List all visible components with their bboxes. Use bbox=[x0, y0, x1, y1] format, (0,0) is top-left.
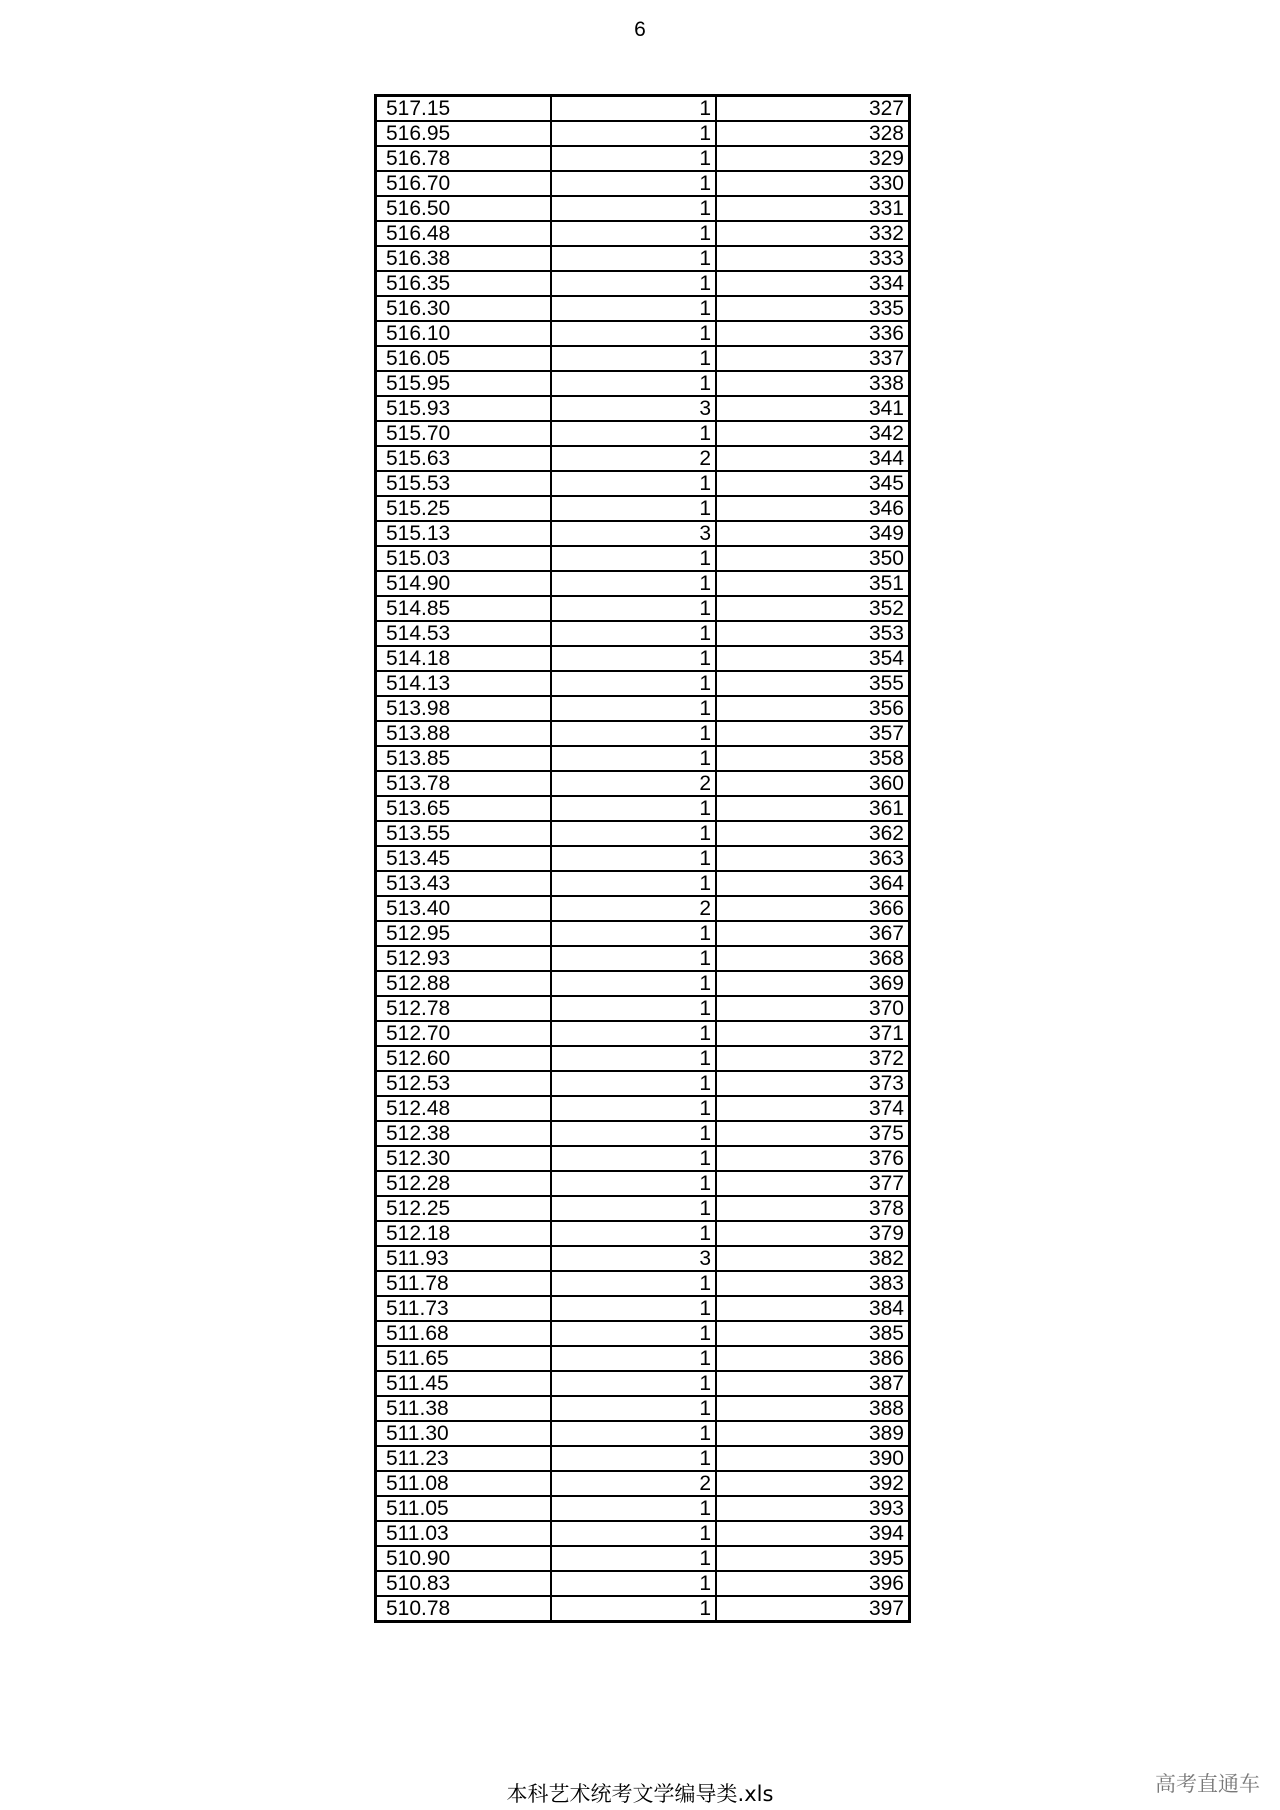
score-cell: 514.85 bbox=[376, 596, 552, 621]
footer-filename: 本科艺术统考文学编导类.xls bbox=[506, 1782, 774, 1806]
table-row bbox=[376, 1571, 910, 1596]
count-cell: 1 bbox=[551, 571, 716, 596]
count-cell: 1 bbox=[551, 1321, 716, 1346]
score-cell: 516.70 bbox=[376, 171, 552, 196]
score-cell: 512.38 bbox=[376, 1121, 552, 1146]
cumulative-cell: 362 bbox=[716, 821, 910, 846]
table-row bbox=[376, 1296, 910, 1321]
count-cell: 1 bbox=[551, 1146, 716, 1171]
count-cell: 1 bbox=[551, 1171, 716, 1196]
cumulative-cell: 377 bbox=[716, 1171, 910, 1196]
count-cell: 1 bbox=[551, 321, 716, 346]
cumulative-cell: 329 bbox=[716, 146, 910, 171]
table-row bbox=[376, 1271, 910, 1296]
table-row bbox=[376, 471, 910, 496]
cumulative-cell: 346 bbox=[716, 496, 910, 521]
table-row bbox=[376, 196, 910, 221]
score-cell: 512.93 bbox=[376, 946, 552, 971]
score-cell: 515.13 bbox=[376, 521, 552, 546]
count-cell: 1 bbox=[551, 196, 716, 221]
count-cell: 1 bbox=[551, 371, 716, 396]
cumulative-cell: 342 bbox=[716, 421, 910, 446]
cumulative-cell: 372 bbox=[716, 1046, 910, 1071]
cumulative-cell: 395 bbox=[716, 1546, 910, 1571]
cumulative-cell: 334 bbox=[716, 271, 910, 296]
score-cell: 516.30 bbox=[376, 296, 552, 321]
cumulative-cell: 351 bbox=[716, 571, 910, 596]
score-cell: 515.63 bbox=[376, 446, 552, 471]
score-cell: 513.85 bbox=[376, 746, 552, 771]
cumulative-cell: 374 bbox=[716, 1096, 910, 1121]
cumulative-cell: 335 bbox=[716, 296, 910, 321]
cumulative-cell: 370 bbox=[716, 996, 910, 1021]
cumulative-cell: 361 bbox=[716, 796, 910, 821]
count-cell: 1 bbox=[551, 271, 716, 296]
cumulative-cell: 394 bbox=[716, 1521, 910, 1546]
table-row bbox=[376, 1521, 910, 1546]
score-cell: 516.50 bbox=[376, 196, 552, 221]
table-row bbox=[376, 971, 910, 996]
count-cell: 1 bbox=[551, 1121, 716, 1146]
count-cell: 1 bbox=[551, 971, 716, 996]
table-row bbox=[376, 571, 910, 596]
table-row bbox=[376, 321, 910, 346]
table-row bbox=[376, 1071, 910, 1096]
cumulative-cell: 378 bbox=[716, 1196, 910, 1221]
score-cell: 513.45 bbox=[376, 846, 552, 871]
cumulative-cell: 354 bbox=[716, 646, 910, 671]
score-cell: 511.73 bbox=[376, 1296, 552, 1321]
count-cell: 1 bbox=[551, 796, 716, 821]
score-cell: 513.55 bbox=[376, 821, 552, 846]
score-cell: 513.88 bbox=[376, 721, 552, 746]
count-cell: 1 bbox=[551, 96, 716, 122]
cumulative-cell: 349 bbox=[716, 521, 910, 546]
cumulative-cell: 385 bbox=[716, 1321, 910, 1346]
table-row bbox=[376, 1496, 910, 1521]
count-cell: 1 bbox=[551, 421, 716, 446]
cumulative-cell: 390 bbox=[716, 1446, 910, 1471]
count-cell: 1 bbox=[551, 846, 716, 871]
score-cell: 511.30 bbox=[376, 1421, 552, 1446]
score-cell: 514.13 bbox=[376, 671, 552, 696]
table-row bbox=[376, 646, 910, 671]
table-row bbox=[376, 171, 910, 196]
count-cell: 1 bbox=[551, 646, 716, 671]
count-cell: 1 bbox=[551, 1521, 716, 1546]
count-cell: 2 bbox=[551, 1471, 716, 1496]
score-cell: 516.35 bbox=[376, 271, 552, 296]
table-row bbox=[376, 1146, 910, 1171]
count-cell: 1 bbox=[551, 546, 716, 571]
count-cell: 1 bbox=[551, 296, 716, 321]
cumulative-cell: 368 bbox=[716, 946, 910, 971]
cumulative-cell: 396 bbox=[716, 1571, 910, 1596]
score-table bbox=[374, 94, 911, 1623]
count-cell: 1 bbox=[551, 1396, 716, 1421]
cumulative-cell: 333 bbox=[716, 246, 910, 271]
count-cell: 1 bbox=[551, 1021, 716, 1046]
cumulative-cell: 360 bbox=[716, 771, 910, 796]
table-row bbox=[376, 921, 910, 946]
cumulative-cell: 357 bbox=[716, 721, 910, 746]
table-row bbox=[376, 421, 910, 446]
count-cell: 3 bbox=[551, 396, 716, 421]
score-cell: 512.88 bbox=[376, 971, 552, 996]
table-row bbox=[376, 146, 910, 171]
count-cell: 2 bbox=[551, 446, 716, 471]
cumulative-cell: 369 bbox=[716, 971, 910, 996]
count-cell: 1 bbox=[551, 1421, 716, 1446]
table-row bbox=[376, 846, 910, 871]
cumulative-cell: 336 bbox=[716, 321, 910, 346]
score-cell: 516.10 bbox=[376, 321, 552, 346]
cumulative-cell: 383 bbox=[716, 1271, 910, 1296]
count-cell: 2 bbox=[551, 771, 716, 796]
cumulative-cell: 353 bbox=[716, 621, 910, 646]
score-cell: 513.98 bbox=[376, 696, 552, 721]
score-cell: 511.03 bbox=[376, 1521, 552, 1546]
score-cell: 511.68 bbox=[376, 1321, 552, 1346]
count-cell: 1 bbox=[551, 1271, 716, 1296]
cumulative-cell: 332 bbox=[716, 221, 910, 246]
count-cell: 1 bbox=[551, 1096, 716, 1121]
count-cell: 3 bbox=[551, 521, 716, 546]
score-cell: 514.90 bbox=[376, 571, 552, 596]
table-row bbox=[376, 1246, 910, 1271]
table-row bbox=[376, 1321, 910, 1346]
score-cell: 517.15 bbox=[376, 96, 552, 122]
count-cell: 1 bbox=[551, 821, 716, 846]
count-cell: 1 bbox=[551, 671, 716, 696]
score-cell: 511.23 bbox=[376, 1446, 552, 1471]
score-cell: 511.05 bbox=[376, 1496, 552, 1521]
count-cell: 1 bbox=[551, 746, 716, 771]
cumulative-cell: 376 bbox=[716, 1146, 910, 1171]
cumulative-cell: 392 bbox=[716, 1471, 910, 1496]
score-cell: 510.78 bbox=[376, 1596, 552, 1622]
score-cell: 513.43 bbox=[376, 871, 552, 896]
cumulative-cell: 328 bbox=[716, 121, 910, 146]
cumulative-cell: 388 bbox=[716, 1396, 910, 1421]
count-cell: 1 bbox=[551, 1596, 716, 1622]
table-row bbox=[376, 946, 910, 971]
page-number: 6 bbox=[634, 18, 646, 41]
score-cell: 511.38 bbox=[376, 1396, 552, 1421]
count-cell: 1 bbox=[551, 921, 716, 946]
count-cell: 1 bbox=[551, 496, 716, 521]
score-cell: 513.78 bbox=[376, 771, 552, 796]
score-cell: 516.48 bbox=[376, 221, 552, 246]
table-row bbox=[376, 271, 910, 296]
cumulative-cell: 330 bbox=[716, 171, 910, 196]
score-table-body bbox=[376, 96, 910, 1622]
cumulative-cell: 393 bbox=[716, 1496, 910, 1521]
table-row bbox=[376, 1471, 910, 1496]
count-cell: 1 bbox=[551, 1071, 716, 1096]
cumulative-cell: 358 bbox=[716, 746, 910, 771]
score-cell: 512.53 bbox=[376, 1071, 552, 1096]
count-cell: 1 bbox=[551, 871, 716, 896]
cumulative-cell: 389 bbox=[716, 1421, 910, 1446]
score-cell: 515.25 bbox=[376, 496, 552, 521]
score-cell: 515.53 bbox=[376, 471, 552, 496]
cumulative-cell: 352 bbox=[716, 596, 910, 621]
count-cell: 1 bbox=[551, 1196, 716, 1221]
table-row bbox=[376, 96, 910, 122]
count-cell: 1 bbox=[551, 1446, 716, 1471]
count-cell: 1 bbox=[551, 121, 716, 146]
cumulative-cell: 367 bbox=[716, 921, 910, 946]
table-row bbox=[376, 1396, 910, 1421]
score-cell: 512.18 bbox=[376, 1221, 552, 1246]
table-row bbox=[376, 746, 910, 771]
score-cell: 514.18 bbox=[376, 646, 552, 671]
score-cell: 515.03 bbox=[376, 546, 552, 571]
count-cell: 1 bbox=[551, 1046, 716, 1071]
cumulative-cell: 363 bbox=[716, 846, 910, 871]
cumulative-cell: 375 bbox=[716, 1121, 910, 1146]
table-row bbox=[376, 1171, 910, 1196]
count-cell: 1 bbox=[551, 171, 716, 196]
score-cell: 510.90 bbox=[376, 1546, 552, 1571]
cumulative-cell: 386 bbox=[716, 1346, 910, 1371]
cumulative-cell: 331 bbox=[716, 196, 910, 221]
table-row bbox=[376, 1546, 910, 1571]
table-row bbox=[376, 1221, 910, 1246]
table-row bbox=[376, 246, 910, 271]
table-row bbox=[376, 1421, 910, 1446]
table-row bbox=[376, 1446, 910, 1471]
cumulative-cell: 338 bbox=[716, 371, 910, 396]
score-cell: 516.95 bbox=[376, 121, 552, 146]
score-cell: 511.45 bbox=[376, 1371, 552, 1396]
cumulative-cell: 327 bbox=[716, 96, 910, 122]
cumulative-cell: 382 bbox=[716, 1246, 910, 1271]
count-cell: 1 bbox=[551, 1546, 716, 1571]
count-cell: 3 bbox=[551, 1246, 716, 1271]
table-row bbox=[376, 546, 910, 571]
watermark-text: 高考直通车 bbox=[1155, 1772, 1260, 1796]
score-cell: 516.78 bbox=[376, 146, 552, 171]
score-cell: 513.65 bbox=[376, 796, 552, 821]
table-row bbox=[376, 596, 910, 621]
count-cell: 1 bbox=[551, 996, 716, 1021]
table-row bbox=[376, 296, 910, 321]
table-row bbox=[376, 1021, 910, 1046]
count-cell: 2 bbox=[551, 896, 716, 921]
count-cell: 1 bbox=[551, 596, 716, 621]
table-row bbox=[376, 721, 910, 746]
table-row bbox=[376, 121, 910, 146]
count-cell: 1 bbox=[551, 146, 716, 171]
table-row bbox=[376, 771, 910, 796]
count-cell: 1 bbox=[551, 1296, 716, 1321]
cumulative-cell: 364 bbox=[716, 871, 910, 896]
cumulative-cell: 379 bbox=[716, 1221, 910, 1246]
table-row bbox=[376, 1196, 910, 1221]
cumulative-cell: 341 bbox=[716, 396, 910, 421]
count-cell: 1 bbox=[551, 471, 716, 496]
count-cell: 1 bbox=[551, 221, 716, 246]
count-cell: 1 bbox=[551, 696, 716, 721]
score-cell: 512.60 bbox=[376, 1046, 552, 1071]
table-row bbox=[376, 671, 910, 696]
cumulative-cell: 350 bbox=[716, 546, 910, 571]
table-row bbox=[376, 521, 910, 546]
count-cell: 1 bbox=[551, 1346, 716, 1371]
table-row bbox=[376, 1371, 910, 1396]
count-cell: 1 bbox=[551, 1496, 716, 1521]
score-cell: 511.65 bbox=[376, 1346, 552, 1371]
count-cell: 1 bbox=[551, 721, 716, 746]
count-cell: 1 bbox=[551, 246, 716, 271]
count-cell: 1 bbox=[551, 1371, 716, 1396]
table-row bbox=[376, 1046, 910, 1071]
table-row bbox=[376, 1596, 910, 1622]
score-cell: 512.78 bbox=[376, 996, 552, 1021]
score-cell: 512.30 bbox=[376, 1146, 552, 1171]
table-row bbox=[376, 896, 910, 921]
table-row bbox=[376, 996, 910, 1021]
cumulative-cell: 355 bbox=[716, 671, 910, 696]
cumulative-cell: 345 bbox=[716, 471, 910, 496]
table-row bbox=[376, 821, 910, 846]
table-row bbox=[376, 1346, 910, 1371]
cumulative-cell: 373 bbox=[716, 1071, 910, 1096]
table-row bbox=[376, 1096, 910, 1121]
score-cell: 512.48 bbox=[376, 1096, 552, 1121]
score-cell: 511.08 bbox=[376, 1471, 552, 1496]
cumulative-cell: 387 bbox=[716, 1371, 910, 1396]
table-row bbox=[376, 371, 910, 396]
cumulative-cell: 337 bbox=[716, 346, 910, 371]
cumulative-cell: 366 bbox=[716, 896, 910, 921]
score-cell: 513.40 bbox=[376, 896, 552, 921]
cumulative-cell: 397 bbox=[716, 1596, 910, 1622]
score-cell: 516.05 bbox=[376, 346, 552, 371]
count-cell: 1 bbox=[551, 1221, 716, 1246]
score-cell: 512.25 bbox=[376, 1196, 552, 1221]
score-cell: 514.53 bbox=[376, 621, 552, 646]
cumulative-cell: 384 bbox=[716, 1296, 910, 1321]
table-row bbox=[376, 796, 910, 821]
table-row bbox=[376, 696, 910, 721]
count-cell: 1 bbox=[551, 621, 716, 646]
table-row bbox=[376, 221, 910, 246]
score-cell: 515.70 bbox=[376, 421, 552, 446]
score-cell: 512.95 bbox=[376, 921, 552, 946]
cumulative-cell: 356 bbox=[716, 696, 910, 721]
table-row bbox=[376, 446, 910, 471]
score-cell: 512.28 bbox=[376, 1171, 552, 1196]
score-cell: 510.83 bbox=[376, 1571, 552, 1596]
score-cell: 511.78 bbox=[376, 1271, 552, 1296]
table-row bbox=[376, 621, 910, 646]
count-cell: 1 bbox=[551, 1571, 716, 1596]
score-cell: 515.95 bbox=[376, 371, 552, 396]
score-cell: 515.93 bbox=[376, 396, 552, 421]
cumulative-cell: 344 bbox=[716, 446, 910, 471]
table-row bbox=[376, 396, 910, 421]
count-cell: 1 bbox=[551, 346, 716, 371]
cumulative-cell: 371 bbox=[716, 1021, 910, 1046]
table-row bbox=[376, 871, 910, 896]
table-row bbox=[376, 1121, 910, 1146]
score-cell: 511.93 bbox=[376, 1246, 552, 1271]
score-cell: 512.70 bbox=[376, 1021, 552, 1046]
count-cell: 1 bbox=[551, 946, 716, 971]
score-cell: 516.38 bbox=[376, 246, 552, 271]
table-row bbox=[376, 346, 910, 371]
table-row bbox=[376, 496, 910, 521]
